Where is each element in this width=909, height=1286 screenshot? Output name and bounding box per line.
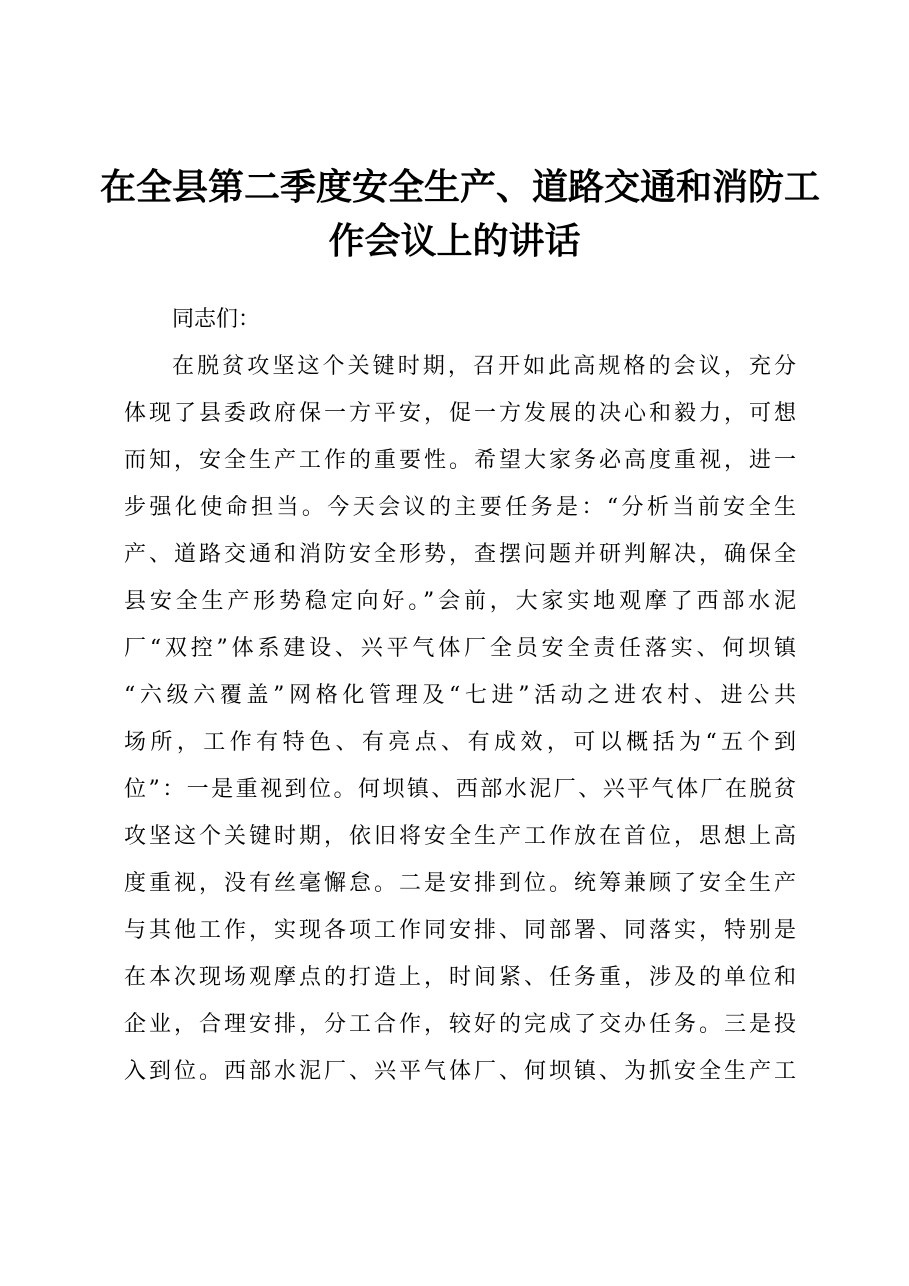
paragraph-line: 而知，安全生产工作的重要性。希望大家务必高度重视，进一 bbox=[124, 448, 796, 473]
paragraph-line: 厂“双控”体系建设、兴平气体厂全员安全责任落实、何坝镇 bbox=[124, 636, 796, 661]
paragraph-line: 企业，合理安排，分工合作，较好的完成了交办任务。三是投 bbox=[124, 1012, 796, 1037]
paragraph-line: 在本次现场观摩点的打造上，时间紧、任务重，涉及的单位和 bbox=[124, 965, 796, 990]
paragraph-line: 场所，工作有特色、有亮点、有成效，可以概括为“五个到 bbox=[124, 730, 796, 755]
paragraph-line: 与其他工作，实现各项工作同安排、同部署、同落实，特别是 bbox=[124, 918, 796, 943]
paragraph-line: 在脱贫攻坚这个关键时期，召开如此高规格的会议，充分 bbox=[172, 354, 796, 379]
title-line: 作会议上的讲话 bbox=[328, 220, 581, 262]
paragraph-line: 产、道路交通和消防安全形势，查摆问题并研判解决，确保全 bbox=[124, 542, 796, 567]
title-line: 在全县第二季度安全生产、道路交通和消防工 bbox=[100, 166, 821, 208]
paragraph-line: 县安全生产形势稳定向好。”会前，大家实地观摩了西部水泥 bbox=[124, 589, 796, 614]
paragraph-line: 度重视，没有丝毫懈怠。二是安排到位。统筹兼顾了安全生产 bbox=[124, 871, 796, 896]
paragraph-line: 体现了县委政府保一方平安，促一方发展的决心和毅力，可想 bbox=[124, 401, 796, 426]
paragraph-line: 攻坚这个关键时期，依旧将安全生产工作放在首位，思想上高 bbox=[124, 824, 796, 849]
paragraph-line: 入到位。西部水泥厂、兴平气体厂、何坝镇、为抓安全生产工 bbox=[124, 1059, 796, 1084]
paragraph-line: “六级六覆盖”网格化管理及“七进”活动之进农村、进公共 bbox=[124, 683, 796, 708]
document-title bbox=[100, 160, 821, 268]
document-body bbox=[124, 296, 796, 1095]
paragraph-line: 位”：一是重视到位。何坝镇、西部水泥厂、兴平气体厂在脱贫 bbox=[124, 777, 796, 802]
paragraph-line: 步强化使命担当。今天会议的主要任务是：“分析当前安全生 bbox=[124, 495, 796, 520]
salutation: 同志们： bbox=[172, 307, 261, 332]
